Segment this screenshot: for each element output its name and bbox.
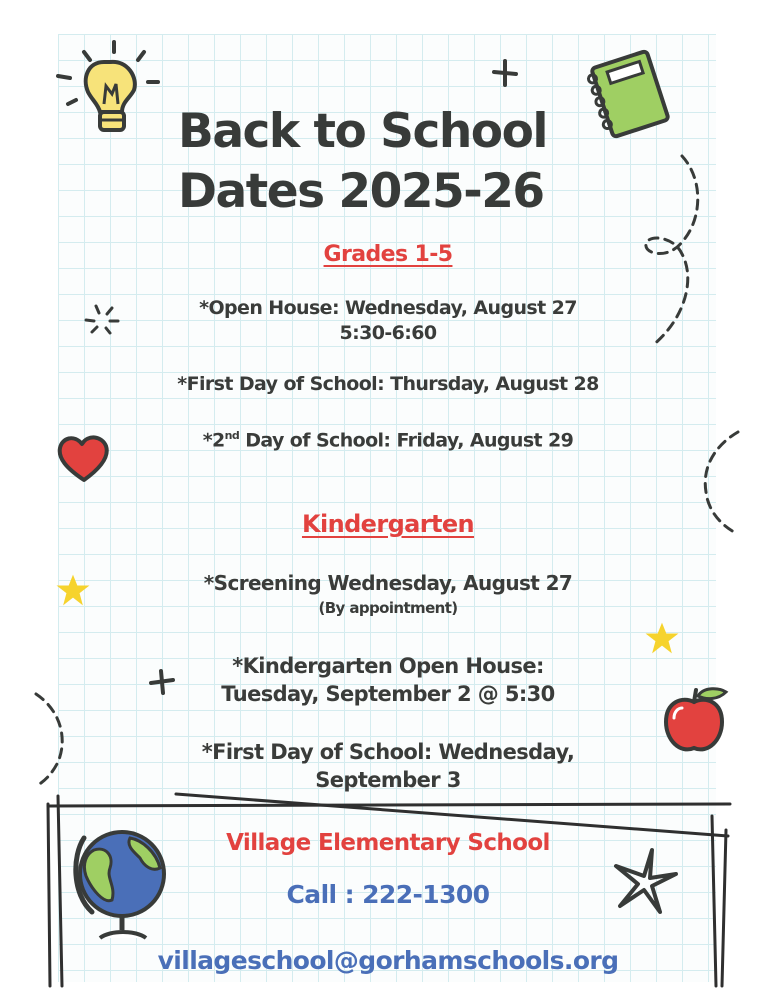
yellow-star-icon — [645, 622, 679, 654]
grades-heading: Grades 1-5 — [323, 242, 453, 267]
kindergarten-first-day-line-1: *First Day of School: Wednesday, — [201, 740, 575, 764]
title-line-2: Dates 2025-26 — [178, 164, 544, 219]
email-link[interactable]: villageschool@gorhamschools.org — [157, 946, 619, 975]
phone-number: Call : 222-1300 — [286, 880, 490, 909]
grades-second-day — [60, 423, 716, 453]
kindergarten-open-house-line-2: Tuesday, September 2 @ 5:30 — [221, 682, 555, 706]
light-bulb-icon — [54, 40, 164, 140]
kindergarten-heading: Kindergarten — [301, 510, 475, 538]
notebook-icon — [585, 46, 675, 141]
cross-doodle-icon — [490, 58, 520, 88]
grades-first-day: *First Day of School: Thursday, August 28 — [177, 373, 599, 395]
school-name: Village Elementary School — [226, 830, 550, 856]
grades-open-house-line-1: *Open House: Wednesday, August 27 — [199, 297, 577, 319]
kindergarten-screening: *Screening Wednesday, August 27 — [203, 571, 573, 595]
kindergarten-open-house-line-1: *Kindergarten Open House: — [232, 654, 544, 678]
second-day-prefix: *2 — [202, 429, 225, 452]
second-day-suffix: nd — [224, 429, 240, 442]
kindergarten-screening-note: (By appointment) — [318, 599, 458, 617]
second-day-rest: Day of School: Friday, August 29 — [239, 429, 574, 452]
kindergarten-first-day-line-2: September 3 — [315, 768, 461, 792]
page-title — [178, 102, 547, 222]
grades-open-house-line-2: 5:30-6:60 — [339, 322, 437, 344]
title-line-1: Back to School — [178, 104, 547, 159]
